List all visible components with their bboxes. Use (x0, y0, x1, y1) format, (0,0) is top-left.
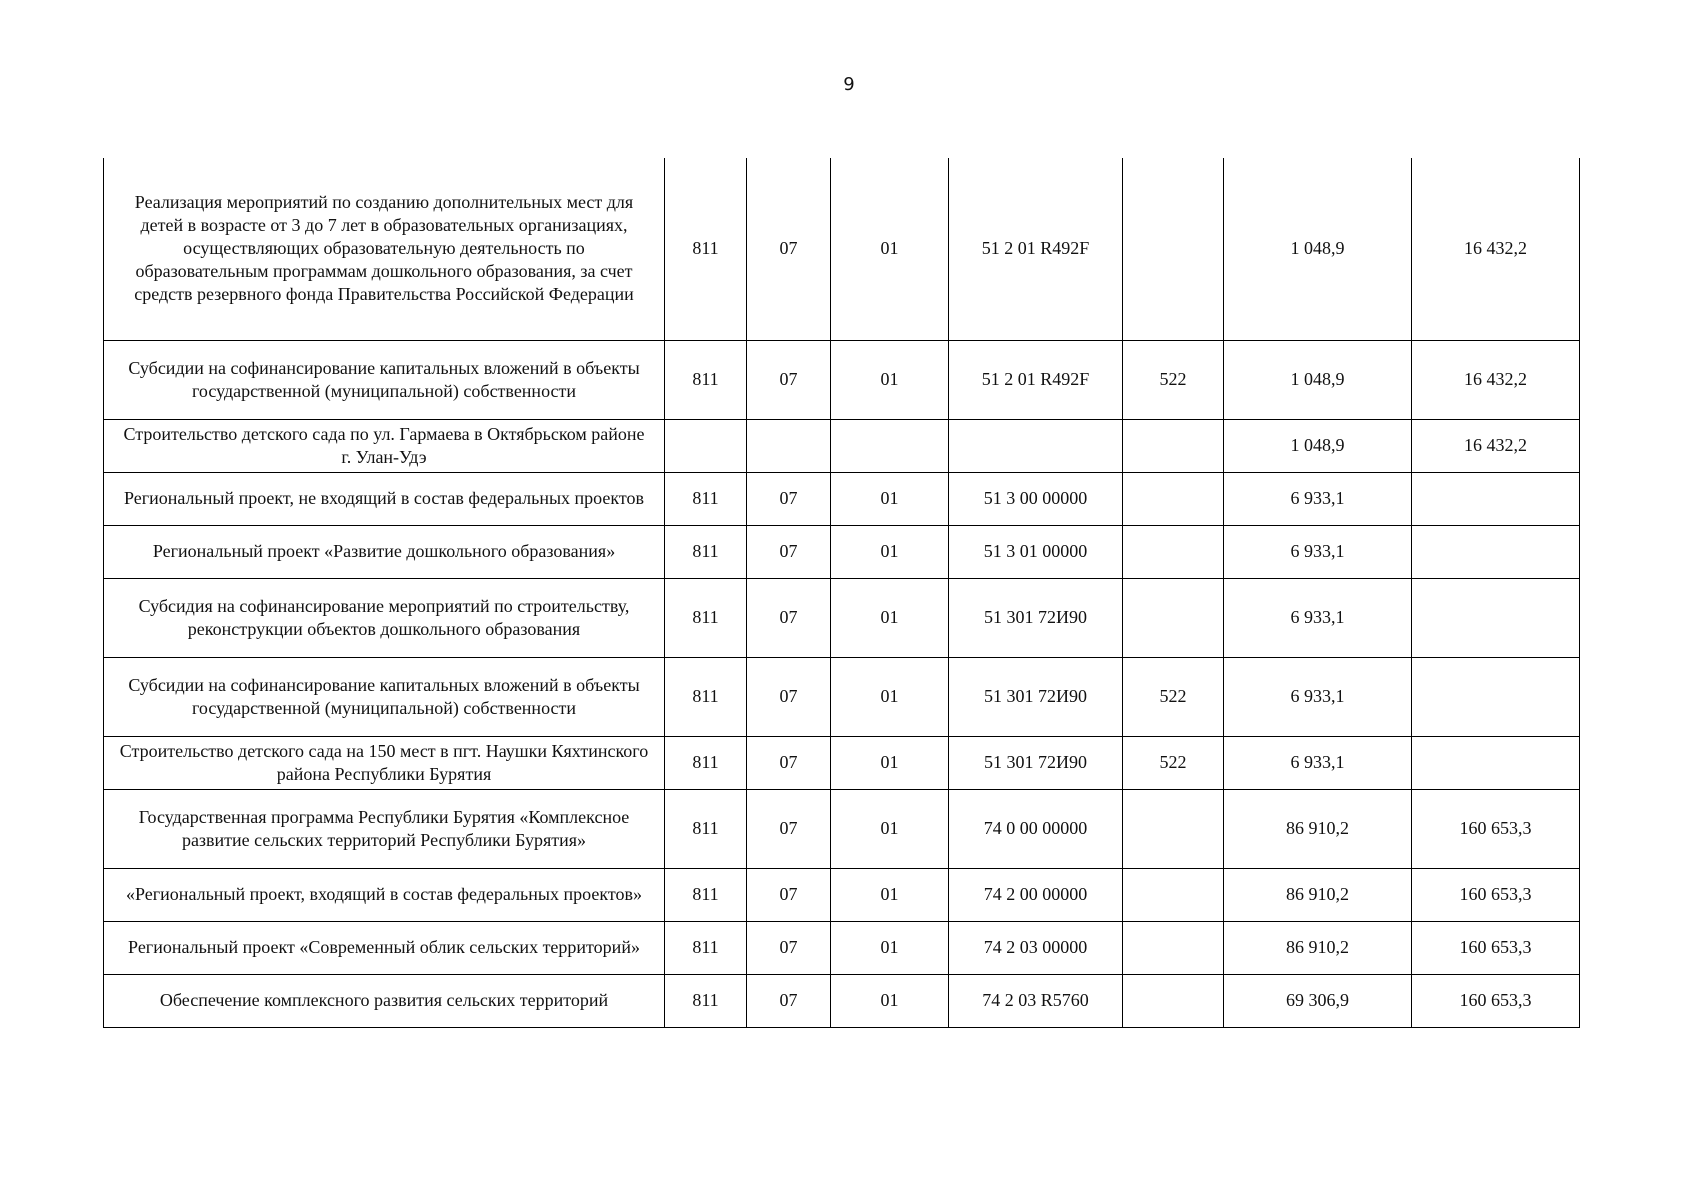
csr-cell: 74 2 00 00000 (949, 868, 1123, 921)
table-row (104, 525, 1580, 578)
sum2-cell: 16 432,2 (1412, 340, 1580, 419)
grbs-cell: 811 (665, 736, 747, 789)
row-name-cell: Субсидии на софинансирование капитальных вложений в объекты государственной (муниципальной) собственности (104, 657, 665, 736)
pr-cell: 01 (831, 789, 949, 868)
grbs-cell: 811 (665, 525, 747, 578)
table-row (104, 868, 1580, 921)
row-name-cell: Реализация мероприятий по созданию дополнительных мест для детей в возрасте от 3 до 7 лет в образовательных организациях, осуществляющих образовательную деятельность по образовательным программам дошкольного образования, за счет средств резервного фонда Правительства Российской Федерации (104, 158, 665, 340)
table-row (104, 340, 1580, 419)
grbs-cell: 811 (665, 340, 747, 419)
rz-cell: 07 (747, 525, 831, 578)
rz-cell: 07 (747, 868, 831, 921)
grbs-cell: 811 (665, 578, 747, 657)
vr-cell (1123, 921, 1224, 974)
vr-cell (1123, 472, 1224, 525)
sum1-cell: 6 933,1 (1224, 578, 1412, 657)
rz-cell: 07 (747, 657, 831, 736)
pr-cell: 01 (831, 472, 949, 525)
row-name-cell: Региональный проект, не входящий в состав федеральных проектов (104, 472, 665, 525)
grbs-cell: 811 (665, 158, 747, 340)
table-row (104, 657, 1580, 736)
sum1-cell: 86 910,2 (1224, 921, 1412, 974)
grbs-cell: 811 (665, 789, 747, 868)
vr-cell (1123, 789, 1224, 868)
pr-cell: 01 (831, 578, 949, 657)
sum2-cell (1412, 525, 1580, 578)
rz-cell: 07 (747, 578, 831, 657)
sum1-cell: 86 910,2 (1224, 789, 1412, 868)
rz-cell: 07 (747, 158, 831, 340)
rz-cell: 07 (747, 340, 831, 419)
row-name-cell: Субсидии на софинансирование капитальных вложений в объекты государственной (муниципальной) собственности (104, 340, 665, 419)
grbs-cell: 811 (665, 868, 747, 921)
table-row (104, 158, 1580, 340)
pr-cell: 01 (831, 736, 949, 789)
pr-cell: 01 (831, 158, 949, 340)
csr-cell (949, 419, 1123, 472)
row-name-cell: Субсидия на софинансирование мероприятий по строительству, реконструкции объектов дошкольного образования (104, 578, 665, 657)
vr-cell (1123, 974, 1224, 1027)
table-row (104, 578, 1580, 657)
grbs-cell: 811 (665, 974, 747, 1027)
vr-cell (1123, 578, 1224, 657)
pr-cell: 01 (831, 921, 949, 974)
row-name-cell: Строительство детского сада на 150 мест в пгт. Наушки Кяхтинского района Республики Бурятия (104, 736, 665, 789)
pr-cell: 01 (831, 340, 949, 419)
csr-cell: 51 2 01 R492F (949, 340, 1123, 419)
rz-cell: 07 (747, 789, 831, 868)
sum1-cell: 69 306,9 (1224, 974, 1412, 1027)
sum1-cell: 1 048,9 (1224, 419, 1412, 472)
vr-cell (1123, 158, 1224, 340)
rz-cell: 07 (747, 472, 831, 525)
sum2-cell: 160 653,3 (1412, 974, 1580, 1027)
sum2-cell: 16 432,2 (1412, 419, 1580, 472)
rz-cell: 07 (747, 736, 831, 789)
sum2-cell: 160 653,3 (1412, 921, 1580, 974)
sum2-cell: 16 432,2 (1412, 158, 1580, 340)
sum1-cell: 6 933,1 (1224, 736, 1412, 789)
pr-cell: 01 (831, 525, 949, 578)
sum2-cell: 160 653,3 (1412, 789, 1580, 868)
vr-cell: 522 (1123, 340, 1224, 419)
row-name-cell: Строительство детского сада по ул. Гармаева в Октябрьском районе г. Улан-Удэ (104, 419, 665, 472)
sum2-cell (1412, 736, 1580, 789)
table-row (104, 419, 1580, 472)
csr-cell: 51 301 72И90 (949, 736, 1123, 789)
csr-cell: 51 301 72И90 (949, 657, 1123, 736)
sum1-cell: 6 933,1 (1224, 472, 1412, 525)
grbs-cell (665, 419, 747, 472)
csr-cell: 74 2 03 00000 (949, 921, 1123, 974)
vr-cell (1123, 525, 1224, 578)
sum1-cell: 1 048,9 (1224, 158, 1412, 340)
row-name-cell: Региональный проект «Современный облик сельских территорий» (104, 921, 665, 974)
budget-table (103, 158, 1580, 1028)
grbs-cell: 811 (665, 921, 747, 974)
csr-cell: 51 3 01 00000 (949, 525, 1123, 578)
pr-cell: 01 (831, 974, 949, 1027)
pr-cell: 01 (831, 657, 949, 736)
table-row (104, 974, 1580, 1027)
row-name-cell: Государственная программа Республики Бурятия «Комплексное развитие сельских территорий Республики Бурятия» (104, 789, 665, 868)
rz-cell (747, 419, 831, 472)
csr-cell: 74 2 03 R5760 (949, 974, 1123, 1027)
row-name-cell: Региональный проект «Развитие дошкольного образования» (104, 525, 665, 578)
sum2-cell (1412, 657, 1580, 736)
sum1-cell: 6 933,1 (1224, 525, 1412, 578)
sum2-cell (1412, 472, 1580, 525)
vr-cell (1123, 419, 1224, 472)
csr-cell: 51 301 72И90 (949, 578, 1123, 657)
rz-cell: 07 (747, 974, 831, 1027)
grbs-cell: 811 (665, 657, 747, 736)
sum1-cell: 6 933,1 (1224, 657, 1412, 736)
csr-cell: 51 2 01 R492F (949, 158, 1123, 340)
sum1-cell: 86 910,2 (1224, 868, 1412, 921)
pr-cell (831, 419, 949, 472)
row-name-cell: «Региональный проект, входящий в состав федеральных проектов» (104, 868, 665, 921)
table-row (104, 736, 1580, 789)
csr-cell: 74 0 00 00000 (949, 789, 1123, 868)
row-name-cell: Обеспечение комплексного развития сельских территорий (104, 974, 665, 1027)
table-row (104, 789, 1580, 868)
table-row (104, 921, 1580, 974)
sum2-cell (1412, 578, 1580, 657)
vr-cell (1123, 868, 1224, 921)
sum2-cell: 160 653,3 (1412, 868, 1580, 921)
sum1-cell: 1 048,9 (1224, 340, 1412, 419)
vr-cell: 522 (1123, 657, 1224, 736)
pr-cell: 01 (831, 868, 949, 921)
vr-cell: 522 (1123, 736, 1224, 789)
table-row (104, 472, 1580, 525)
page-number: 9 (843, 74, 855, 95)
rz-cell: 07 (747, 921, 831, 974)
grbs-cell: 811 (665, 472, 747, 525)
csr-cell: 51 3 00 00000 (949, 472, 1123, 525)
